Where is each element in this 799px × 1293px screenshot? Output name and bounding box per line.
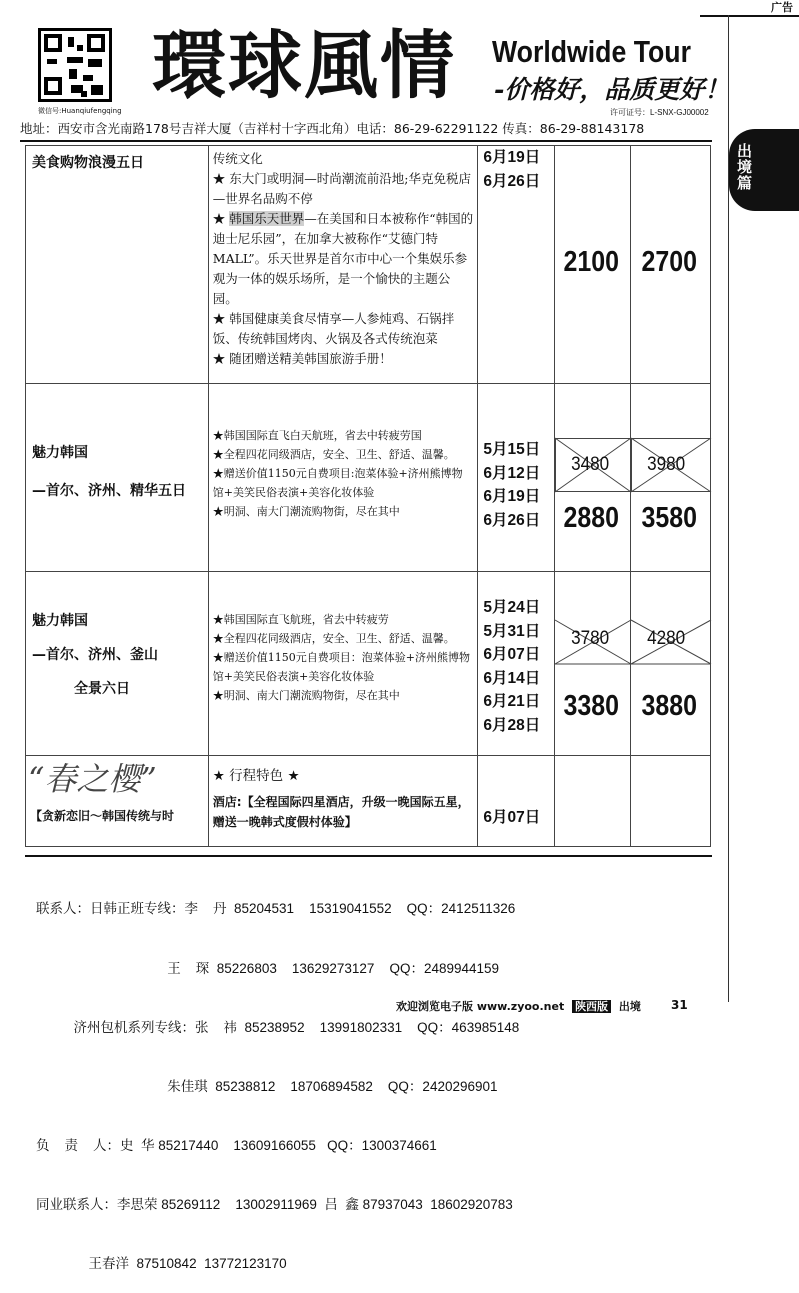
old-price: 3780	[571, 628, 610, 649]
price: 3580	[641, 502, 698, 534]
departure-date: 6月07日	[483, 646, 541, 663]
section-tab	[729, 129, 799, 211]
contact-line: 朱佳琪 85238812 18706894582 QQ：2420296901	[36, 1078, 498, 1094]
price: 2100	[563, 246, 620, 278]
price: 2700	[641, 246, 698, 278]
departure-date: 6月14日	[483, 669, 541, 687]
price-cell	[631, 756, 711, 847]
departure-date: 6月07日	[483, 809, 541, 826]
route-cell	[26, 572, 209, 756]
route-cell	[26, 756, 209, 847]
brand-slogan: -价格好，品质更好！	[494, 75, 730, 104]
dates-cell	[478, 572, 555, 756]
contact-line: 联系人：日韩正班专线：李 丹 85204531 15319041552 QQ：2412511326	[36, 901, 516, 917]
departure-date: 6月21日	[483, 693, 541, 710]
section-tab-label: 出境篇	[737, 142, 753, 192]
desc-heading: 传统文化	[212, 151, 263, 166]
footer-section: 出境	[618, 1000, 641, 1013]
route-subtitle: 【贪新恋旧～韩国传统与时	[30, 809, 175, 823]
page-number: 31	[671, 998, 688, 1012]
departure-date: 6月26日	[483, 172, 541, 190]
contact-line: 同业联系人：李思荣 85269112 13002911969 吕 鑫 87937043 18602920783	[36, 1196, 513, 1212]
qr-code-icon	[38, 28, 112, 102]
old-price: 3980	[647, 454, 686, 475]
route-cell	[26, 384, 209, 572]
price-cell	[555, 146, 631, 384]
table-row	[26, 756, 711, 847]
price-cell	[555, 384, 631, 572]
route-name: 魅力韩国	[32, 613, 88, 629]
contact-line: 济州包机系列专线：张 祎 85238952 13991802331 QQ：463985148	[36, 1019, 520, 1035]
departure-date: 6月26日	[483, 511, 541, 529]
license-number: 许可证号：L-SNX-GJ00002	[610, 108, 709, 117]
departure-date: 6月28日	[483, 716, 541, 734]
contact-line: 王春洋 87510842 13772123170	[36, 1255, 287, 1271]
desc-item: ★ 随团赠送精美韩国旅游手册！	[212, 351, 392, 366]
contact-line: 负 责 人：史 华 85217440 13609166055 QQ：1300374661	[36, 1137, 437, 1153]
desc-item: ★韩国国际直飞航班，省去中转疲劳	[212, 613, 389, 626]
footer-website: 欢迎浏览电子版 www.zyoo.net	[396, 1000, 565, 1013]
desc-item: ★全程四花同级酒店，安全、卫生、舒适、温馨。	[212, 632, 455, 645]
dates-cell	[478, 384, 555, 572]
desc-heading: ★ 行程特色 ★	[212, 768, 300, 784]
price: 2880	[563, 502, 620, 534]
desc-item: ★ 韩国乐天世界—在美国和日本被称作“韩国的迪士尼乐园”，在加拿大被称作“艾德门特MALL”。乐天世界是首尔市中心一个集娱乐参观为一体的娱乐场所，是一个愉快的主题公园。	[212, 211, 474, 306]
description-cell	[208, 384, 478, 572]
desc-item: ★明洞、南大门潮流购物街，尽在其中	[212, 689, 400, 702]
description-cell	[208, 572, 478, 756]
route-subtitle: —首尔、济州、釜山	[32, 647, 158, 663]
brand-english: Worldwide Tour	[492, 34, 691, 69]
route-duration: 全景六日	[74, 681, 130, 697]
price-cell	[631, 572, 711, 756]
price: 3880	[641, 690, 698, 722]
desc-item: ★赠送价值1150元自费项目：泡菜体验+济州熊博物馆+美笑民俗表演+美容化妆体验	[212, 651, 470, 683]
edition-badge: 陕西版	[572, 1000, 611, 1013]
departure-date: 6月12日	[483, 464, 541, 482]
route-name: 魅力韩国	[32, 445, 88, 461]
route-name: “春之樱”	[28, 760, 157, 798]
desc-item-rest: —在美国和日本被称作“韩国的迪士尼乐园”，在加拿大被称作“艾德门特MALL”。乐天世界是首尔市中心一个集娱乐参观为一体的娱乐场所，是一个愉快的主题公园。	[212, 211, 474, 306]
departure-date: 5月24日	[483, 599, 541, 616]
departure-date: 6月19日	[483, 488, 541, 505]
brand-title: 環球風情	[152, 23, 456, 109]
header-divider	[20, 140, 712, 142]
description-cell	[208, 756, 478, 847]
dates-cell	[478, 146, 555, 384]
address-bar: 地址：西安市含光南路178号吉祥大厦（吉祥村十字西北角）电话：86-29-62291122 传真：86-29-88143178	[20, 121, 645, 136]
route-subtitle: —首尔、济州、精华五日	[32, 483, 186, 499]
route-name: 美食购物浪漫五日	[32, 155, 144, 171]
desc-item: ★赠送价值1150元自费项目:泡菜体验+济州熊博物馆+美笑民俗表演+美容化妆体验	[212, 467, 463, 499]
desc-item: 酒店:【全程国际四星酒店，升级一晚国际五星，赠送一晚韩式度假村体验】	[212, 795, 470, 829]
price-cell	[555, 756, 631, 847]
desc-item: ★韩国国际直飞白天航班，省去中转疲劳国	[212, 429, 422, 442]
itinerary-table	[25, 145, 711, 847]
footer	[396, 998, 641, 1014]
desc-item: ★全程四花同级酒店，安全、卫生、舒适、温馨。	[212, 448, 455, 461]
price-cell	[631, 146, 711, 384]
price-cell	[555, 572, 631, 756]
old-price: 4280	[647, 628, 686, 649]
ad-tag: 广告	[712, 0, 799, 16]
qr-caption: 微信号:Huanqiufengqing	[38, 107, 122, 115]
departure-date: 5月31日	[483, 622, 541, 640]
route-cell	[26, 146, 209, 384]
desc-item: ★ 东大门或明洞—时尚潮流前沿地;华克免税店—世界名品购不停	[212, 171, 471, 206]
contacts-block	[36, 860, 519, 1293]
table-row	[26, 572, 711, 756]
table-row	[26, 384, 711, 572]
departure-date: 5月15日	[483, 441, 541, 458]
desc-item: ★ 韩国健康美食尽情享—人参炖鸡、石锅拌饭、传统韩国烤肉、火锅及各式传统泡菜	[212, 311, 455, 346]
contacts-divider	[25, 855, 712, 857]
departure-date: 6月19日	[483, 149, 541, 166]
highlight-text: 韩国乐天世界	[229, 211, 305, 226]
old-price: 3480	[571, 454, 610, 475]
desc-item: ★明洞、南大门潮流购物街，尽在其中	[212, 505, 400, 518]
description-cell	[208, 146, 478, 384]
table-row	[26, 146, 711, 384]
dates-cell	[478, 756, 555, 847]
price-cell	[631, 384, 711, 572]
price: 3380	[563, 690, 620, 722]
contact-line: 王 琛 85226803 13629273127 QQ：2489944159	[36, 960, 500, 976]
